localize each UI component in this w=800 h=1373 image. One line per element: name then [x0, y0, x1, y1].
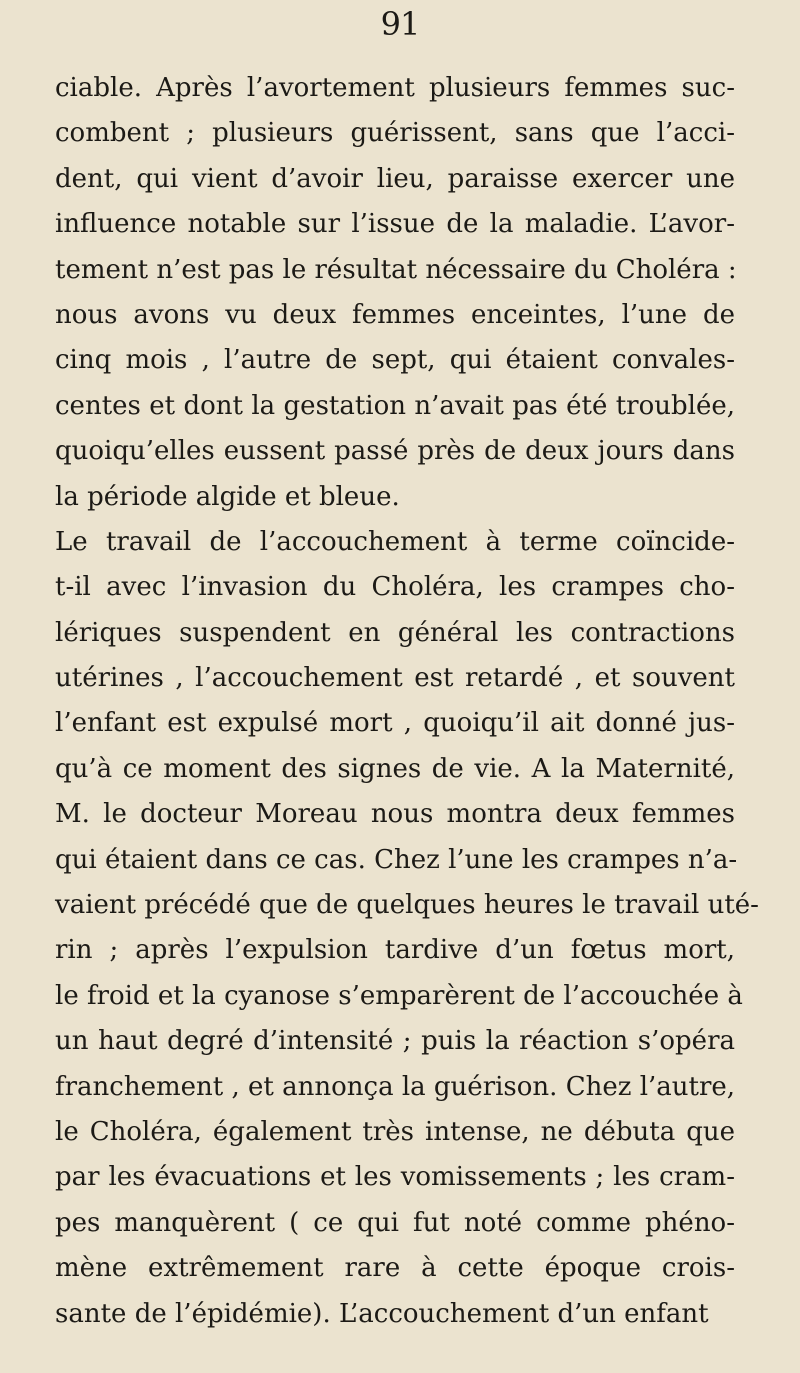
text-line: vaient précédé que de quelques heures le travail uté-	[55, 890, 759, 921]
text-line: un haut degré d’intensité ; puis la réaction s’opéra	[55, 1026, 735, 1057]
text-line: cinq mois , l’autre de sept, qui étaient convales-	[55, 345, 735, 376]
text-line: le Choléra, également très intense, ne débuta que	[55, 1116, 735, 1147]
text-line: tement n’est pas le résultat nécessaire du Choléra :	[55, 254, 737, 285]
text-line: nous avons vu deux femmes enceintes, l’une de	[55, 299, 735, 330]
text-line: combent ; plusieurs guérissent, sans que l’acci-	[55, 118, 735, 149]
text-line: lériques suspendent en général les contractions	[55, 617, 735, 648]
text-line: l’enfant est expulsé mort , quoiqu’il ait donné jus-	[55, 708, 735, 739]
text-line: rin ; après l’expulsion tardive d’un fœtus mort,	[55, 935, 735, 966]
text-line: la période algide et bleue.	[55, 481, 400, 512]
text-line: mène extrêmement rare à cette époque crois-	[55, 1253, 735, 1284]
text-line: le froid et la cyanose s’emparèrent de l’accouchée à	[55, 980, 743, 1011]
text-line: t-il avec l’invasion du Choléra, les crampes cho-	[55, 572, 735, 603]
text-line: dent, qui vient d’avoir lieu, paraisse exercer une	[55, 163, 735, 194]
text-line: qui étaient dans ce cas. Chez l’une les crampes n’a-	[55, 844, 738, 875]
text-line: centes et dont la gestation n’avait pas été troublée,	[55, 390, 735, 421]
text-line: franchement , et annonça la guérison. Chez l’autre,	[55, 1071, 736, 1102]
text-line: influence notable sur l’issue de la maladie. L’avor-	[55, 209, 735, 240]
text-line: ciable. Après l’avortement plusieurs femmes suc-	[55, 73, 735, 103]
text-line: par les évacuations et les vomissements ; les cram-	[55, 1162, 735, 1193]
text-line: sante de l’épidémie). L’accouchement d’un enfant	[55, 1298, 709, 1329]
text-line: qu’à ce moment des signes de vie. A la Maternité,	[55, 753, 735, 784]
text-line: utérines , l’accouchement est retardé , et souvent	[55, 663, 735, 694]
text-line: Le travail de l’accouchement à terme coïncide-	[55, 526, 735, 557]
body-text	[55, 66, 759, 1337]
text-line: pes manquèrent ( ce qui fut noté comme phéno-	[55, 1207, 735, 1238]
text-line: M. le docteur Moreau nous montra deux femmes	[55, 799, 735, 830]
page-number: 91	[380, 5, 420, 43]
text-line: quoiqu’elles eussent passé près de deux jours dans	[55, 436, 735, 467]
